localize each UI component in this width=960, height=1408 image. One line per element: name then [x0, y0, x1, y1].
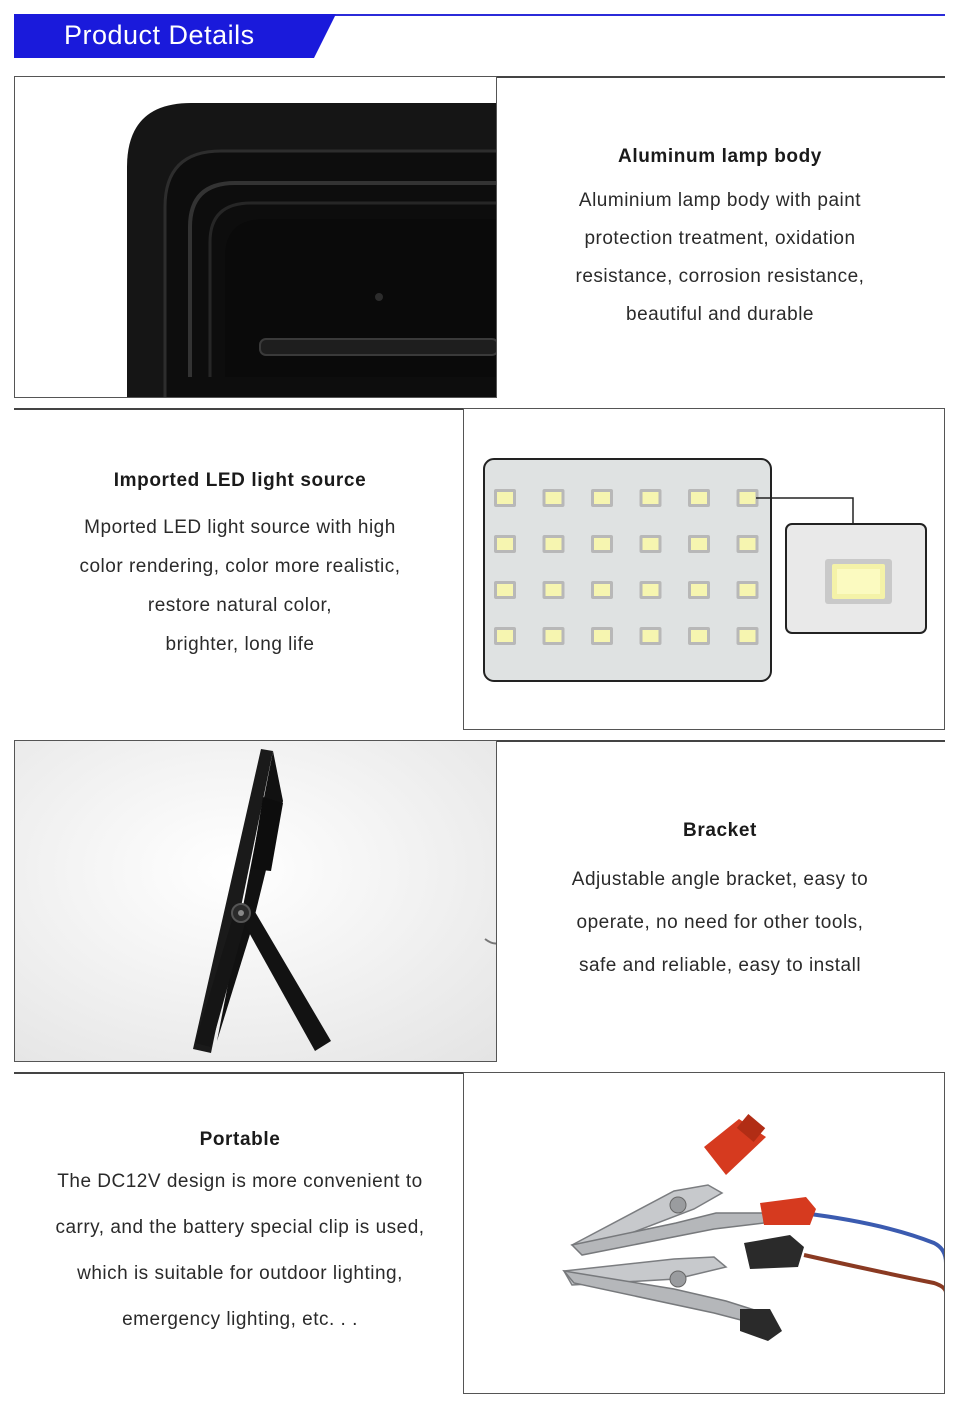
led-chip-emitter — [643, 584, 659, 596]
led-chip-emitter — [643, 538, 659, 550]
led-chip-emitter — [546, 584, 562, 596]
led-chip-emitter — [497, 492, 513, 504]
feature-text-line: emergency lighting, etc. . . — [122, 1309, 358, 1330]
feature-text-line: Aluminium lamp body with paint — [578, 190, 862, 211]
led-chip-emitter — [594, 538, 610, 550]
bracket-photo — [14, 740, 497, 1062]
feature-text-line: safe and reliable, easy to install — [578, 955, 862, 976]
led-chip-emitter — [740, 584, 756, 596]
led-chip-emitter — [740, 492, 756, 504]
divider — [497, 740, 945, 742]
feature-text-line: Mported LED light source with high — [84, 517, 396, 538]
led-chip-emitter — [594, 584, 610, 596]
feature-led-source — [20, 470, 460, 664]
page-title: Product Details — [64, 20, 255, 50]
feature-portable — [20, 1129, 460, 1343]
divider — [14, 408, 464, 410]
led-chip-photo — [463, 408, 945, 730]
feature-text-line: operate, no need for other tools, — [576, 912, 864, 933]
led-chip-emitter — [546, 492, 562, 504]
feature-text-line: color rendering, color more realistic, — [79, 556, 401, 577]
led-chip-emitter — [691, 492, 707, 504]
divider — [14, 1072, 464, 1074]
divider — [497, 76, 945, 78]
led-chip-emitter — [740, 538, 756, 550]
feature-title: Portable — [199, 1129, 281, 1150]
led-chip-emitter — [643, 492, 659, 504]
feature-title: Imported LED light source — [113, 470, 367, 491]
battery-clip-photo — [463, 1072, 945, 1394]
feature-aluminum-body — [510, 146, 930, 334]
led-chip-emitter — [497, 630, 513, 642]
feature-text-line: protection treatment, oxidation — [584, 228, 856, 249]
led-chip-emitter — [691, 584, 707, 596]
led-chip-emitter — [497, 538, 513, 550]
feature-text-line: Adjustable angle bracket, easy to — [571, 869, 869, 890]
led-chip-emitter — [546, 538, 562, 550]
feature-title: Aluminum lamp body — [618, 146, 822, 167]
feature-text-line: beautiful and durable — [626, 304, 814, 325]
led-chip-emitter — [643, 630, 659, 642]
feature-bracket — [510, 820, 930, 987]
led-chip-emitter — [497, 584, 513, 596]
led-chip-emitter — [594, 492, 610, 504]
feature-text-line: The DC12V design is more convenient to — [57, 1171, 423, 1192]
feature-title: Bracket — [683, 820, 757, 841]
feature-text-line: carry, and the battery special clip is used, — [55, 1217, 425, 1238]
section-banner — [14, 14, 336, 58]
feature-text-line: brighter, long life — [165, 634, 315, 655]
feature-text-line: which is suitable for outdoor lighting, — [77, 1263, 403, 1284]
lamp-body-photo — [14, 76, 497, 398]
led-chip-emitter — [594, 630, 610, 642]
led-chip-emitter — [546, 630, 562, 642]
led-chip-emitter — [691, 538, 707, 550]
led-chip-emitter — [740, 630, 756, 642]
feature-text-line: restore natural color, — [147, 595, 333, 616]
feature-text-line: resistance, corrosion resistance, — [575, 266, 865, 287]
led-chip-emitter — [691, 630, 707, 642]
